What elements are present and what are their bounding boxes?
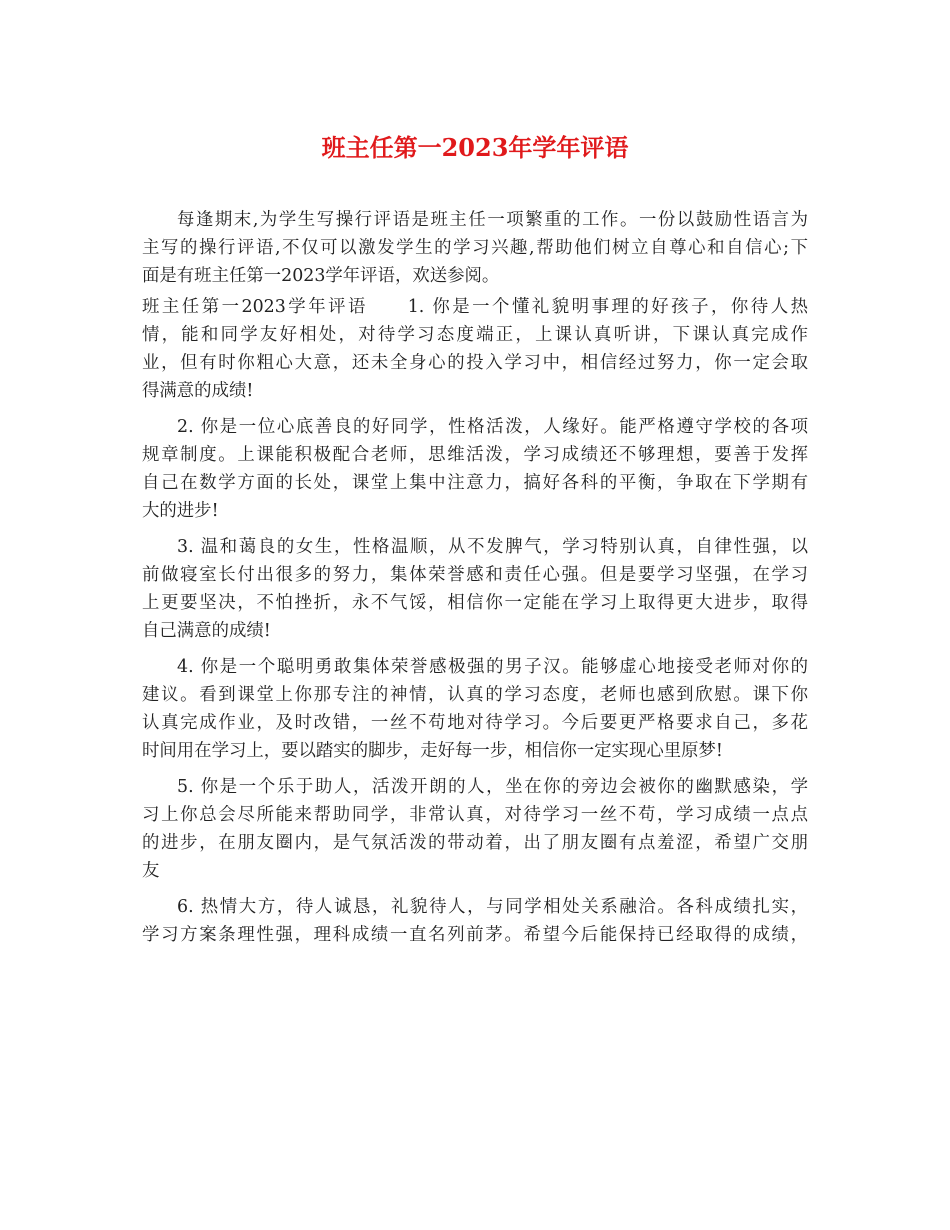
paragraph-line: 习上你总会尽所能来帮助同学，非常认真，对待学习一丝不苟，学习成绩一点点 [142,805,808,825]
paragraph-line: 情，能和同学友好相处，对待学习态度端正，上课认真听讲，下课认真完成作 [142,325,808,345]
comment-4 [142,653,808,765]
comment-2 [142,413,808,525]
paragraph-line: 主写的操行评语,不仅可以激发学生的学习兴趣,帮助他们树立自尊心和自信心;下 [142,238,808,258]
paragraph-line: 面是有班主任第一2023学年评语，欢送参阅。 [142,266,500,286]
paragraph-line: 大的进步! [142,501,219,521]
paragraph-line: 友 [142,861,160,881]
paragraph-line: 上更要坚决，不怕挫折，永不气馁，相信你一定能在学习上取得更大进步，取得 [142,593,808,613]
paragraph-line: 2. 你是一位心底善良的好同学，性格活泼，人缘好。能严格遵守学校的各项 [177,417,808,437]
paragraph-line: 自己满意的成绩! [142,621,271,641]
paragraph-line: 班主任第一2023学年评语 1. 你是一个懂礼貌明事理的好孩子，你待人热 [142,297,808,317]
paragraph-line: 得满意的成绩! [142,381,254,401]
paragraph-line: 每逢期末,为学生写操行评语是班主任一项繁重的工作。一份以鼓励性语言为 [177,210,808,230]
comment-5 [142,773,808,885]
intro-paragraph [142,206,808,290]
paragraph-line: 规章制度。上课能积极配合老师，思维活泼，学习成绩还不够理想，要善于发挥 [142,445,808,465]
paragraph-line: 时间用在学习上，要以踏实的脚步，走好每一步，相信你一定实现心里原梦! [142,741,723,761]
paragraph-line: 认真完成作业，及时改错，一丝不苟地对待学习。今后要更严格要求自己，多花 [142,713,808,733]
paragraph-line: 自己在数学方面的长处，课堂上集中注意力，搞好各科的平衡，争取在下学期有 [142,473,808,493]
paragraph-line: 建议。看到课堂上你那专注的神情，认真的学习态度，老师也感到欣慰。课下你 [142,685,808,705]
comment-3 [142,533,808,645]
paragraph-line: 5. 你是一个乐于助人，活泼开朗的人，坐在你的旁边会被你的幽默感染，学 [177,777,808,797]
paragraph-line: 的进步，在朋友圈内，是气氛活泼的带动着，出了朋友圈有点羞涩，希望广交朋 [142,833,808,853]
comment-6 [142,893,808,949]
paragraph-line: 业，但有时你粗心大意，还未全身心的投入学习中，相信经过努力，你一定会取 [142,353,808,373]
paragraph-line: 4. 你是一个聪明勇敢集体荣誉感极强的男子汉。能够虚心地接受老师对你的 [177,657,808,677]
comment-1 [142,293,808,405]
paragraph-line: 前做寝室长付出很多的努力，集体荣誉感和责任心强。但是要学习坚强，在学习 [142,565,808,585]
paragraph-line: 3. 温和蔼良的女生，性格温顺，从不发脾气，学习特别认真，自律性强，以 [177,537,808,557]
page-title: 班主任第一2023年学年评语 [321,133,629,162]
paragraph-line: 学习方案条理性强，理科成绩一直名列前茅。希望今后能保持已经取得的成绩， [142,925,808,945]
document-body [142,206,808,949]
paragraph-line: 6. 热情大方，待人诚恳，礼貌待人，与同学相处关系融洽。各科成绩扎实， [177,897,808,917]
